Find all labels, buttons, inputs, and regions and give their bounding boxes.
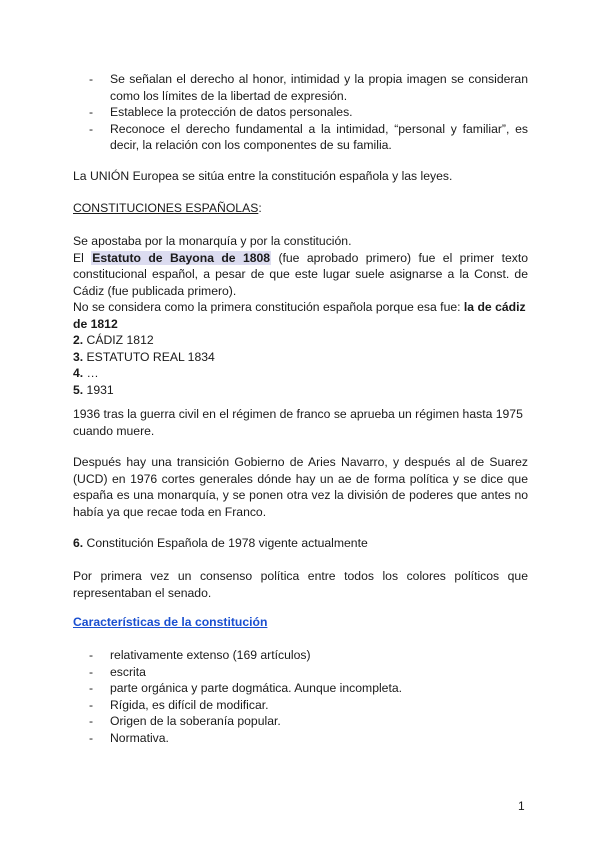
list-bullet: - — [89, 105, 94, 119]
numbered-item: 4. … — [73, 366, 99, 380]
union-paragraph: La UNIÓN Europea se sitúa entre la constitución española y las leyes. — [73, 169, 453, 183]
list-item: - relativamente extenso (169 artículos) — [89, 648, 311, 662]
list-item: - Establece la protección de datos personales. — [89, 105, 353, 119]
list-bullet: - — [89, 664, 94, 679]
constitucion-1978-item: 6. Constitución Española de 1978 vigente actualmente — [73, 536, 368, 550]
consenso-paragraph: Por primera vez un consenso política entre todos los colores políticos que representaban el senado. — [73, 569, 528, 600]
list-bullet: - — [89, 697, 94, 712]
list-bullet: - — [89, 648, 94, 662]
numbered-item: 5. 1931 — [73, 382, 114, 397]
list-bullet: - — [89, 121, 94, 136]
constituciones-section — [73, 233, 528, 398]
list-item: - Rígida, es difícil de modificar. — [89, 697, 269, 712]
list-item: - Normativa. — [89, 730, 169, 745]
list-bullet: - — [89, 72, 94, 86]
highlighted-text: Estatuto de Bayona de 1808 — [92, 250, 271, 265]
numbered-item: 3. ESTATUTO REAL 1834 — [73, 349, 215, 364]
page-number: 1 — [518, 799, 525, 813]
paragraph-1936: 1936 tras la guerra civil en el régimen de franco se aprueba un régimen hasta 1975 cuando muere. — [73, 407, 523, 438]
caracteristicas-list — [73, 647, 528, 746]
list-item: - Origen de la soberanía popular. — [89, 714, 281, 728]
list-item: - parte orgánica y parte dogmática. Aunque incompleta. — [89, 681, 403, 695]
list-bullet: - — [89, 730, 94, 745]
monarquia-paragraph: Se apostaba por la monarquía y por la constitución. — [73, 234, 352, 248]
rights-list — [73, 71, 528, 154]
list-item: - Reconoce el derecho fundamental a la intimidad, “personal y familiar”, es decir, la relación con los componentes de su familia. — [89, 121, 528, 152]
constituciones-heading: CONSTITUCIONES ESPAÑOLAS: — [73, 201, 262, 215]
no-se-considera-paragraph: No se considera como la primera constitución española porque esa fue: la de cádiz de 1812 — [73, 300, 526, 331]
numbered-item: 2. CÁDIZ 1812 — [73, 333, 154, 347]
list-bullet: - — [89, 681, 94, 695]
transicion-paragraph: Después hay una transición Gobierno de Aries Navarro, y después al de Suarez (UCD) en 1976 cortes generales dónde hay un ae de forma política y se dice que españa es una monarquía, y se ponen otra vez la división de poderes que antes no había ya que recae toda en Franco. — [73, 455, 528, 519]
list-item: - Se señalan el derecho al honor, intimidad y la propia imagen se consideran como los límites de la libertad de expresión. — [89, 72, 528, 103]
bayona-paragraph: El Estatuto de Bayona de 1808 (fue aprobado primero) fue el primer texto constitucional español, a pesar de que este lugar suele asignarse a la Const. de Cádiz (fue publicada primero). — [73, 250, 528, 298]
caracteristicas-heading[interactable]: Características de la constitución — [73, 615, 268, 629]
list-item: - escrita — [89, 664, 146, 679]
list-bullet: - — [89, 714, 94, 728]
